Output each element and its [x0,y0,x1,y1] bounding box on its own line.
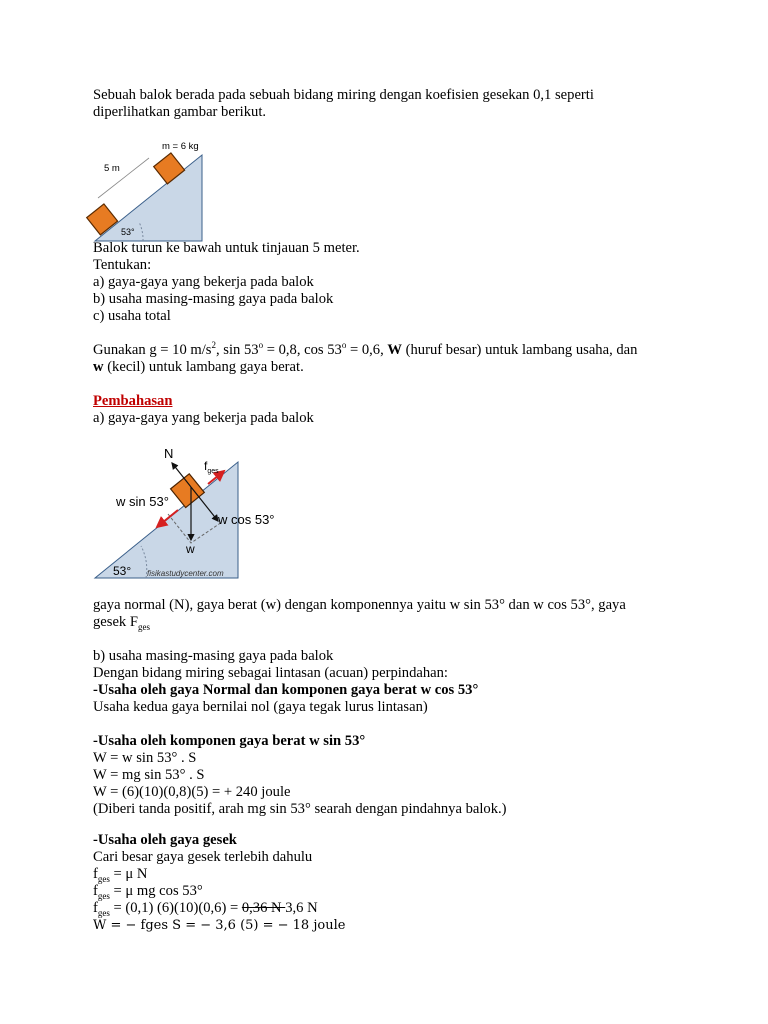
watermark: fisikastudycenter.com [147,569,224,578]
w-cos-label: w cos 53° [218,512,275,527]
incline-figure-1 [90,135,220,245]
friction-work: W = − fges S = − 3,6 (5) = − 18 joule [93,918,346,933]
eq-2: W = mg sin 53° . S [93,767,205,783]
task-line-2: Tentukan: [93,257,152,273]
friction-eq-2: $f_{ges} = \mu$ mg cos 53° [93,883,203,901]
normal-force-label: N [164,446,174,461]
partb-ref: Dengan bidang miring sebagai lintasan (acuan) perpindahan: [93,665,448,681]
incline-figure-2 [90,440,275,585]
heading-normal: -Usaha oleh gaya Normal dan komponen gaya berat w cos 53° [93,682,479,698]
friction-eq-3: $f_{ges} = (0,1) (6)(10)(0,6) = 0,36$ N 3,6 N [93,900,318,918]
intro-line-1: Sebuah balok berada pada sebuah bidang miring dengan koefisien gesekan 0,1 seperti [93,87,594,103]
mass-label: m = 6 kg [162,141,199,152]
weight-label: w [186,542,195,556]
friction-intro: Cari besar gaya gesek terlebih dahulu [93,849,313,865]
given-line-1: Gunakan g = 10 $m/s^2$, $\sin 53^o = 0,8$, $\cos 53^o = 0,6$, W (huruf besar) untuk lambang usaha, dan [93,340,638,358]
solution-heading: Pembahasan [93,393,173,409]
task-a: a) gaya-gaya yang bekerja pada balok [93,274,314,290]
w-sin-label: w sin 53° [116,494,169,509]
task-b: b) usaha masing-masing gaya pada balok [93,291,334,307]
intro-line-2: diperlihatkan gambar berikut. [93,104,267,120]
forces-line-2: gesek $F_{ges}$ [93,614,150,632]
task-c: c) usaha total [93,308,171,324]
heading-wsin: -Usaha oleh komponen gaya berat w sin 53° [93,733,366,749]
eq-3: W = (6)(10)(0,8)(5) = + 240 joule [93,784,291,800]
eq-4: (Diberi tanda positif, arah mg sin 53° searah dengan pindahnya balok.) [93,801,507,817]
solution-a: a) gaya-gaya yang bekerja pada balok [93,410,314,426]
eq-1: W = w sin 53° . S [93,750,197,766]
task-line-1: Balok turun ke bawah untuk tinjauan 5 meter. [93,240,360,256]
forces-line-1: gaya normal (N), gaya berat (w) dengan komponennya yaitu w sin 53° dan w cos 53°, gaya [93,597,626,613]
given-line-2: w (kecil) untuk lambang gaya berat. [93,359,304,375]
heading-friction: -Usaha oleh gaya gesek [93,832,237,848]
friction-eq-1: $f_{ges} = \mu$ N [93,866,148,884]
angle-label-2: 53° [113,564,132,578]
distance-label: 5 m [104,163,120,174]
normal-text: Usaha kedua gaya bernilai nol (gaya tegak lurus lintasan) [93,699,428,715]
angle-label: 53° [121,227,135,237]
friction-label: $f_{ges}$ [204,459,219,475]
partb-title: b) usaha masing-masing gaya pada balok [93,648,334,664]
